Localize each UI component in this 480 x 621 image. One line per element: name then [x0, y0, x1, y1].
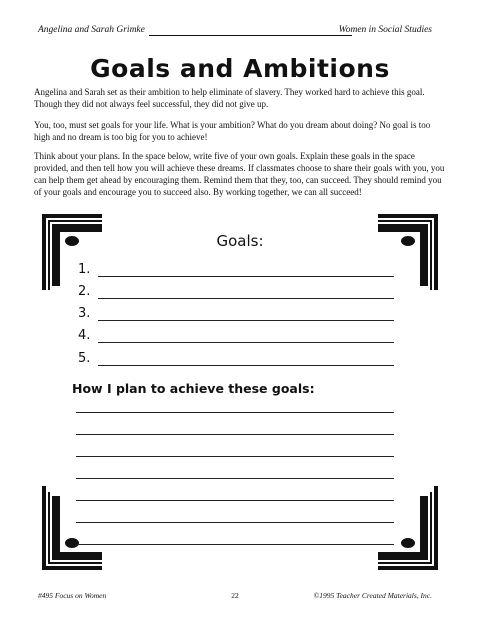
goal-line-1[interactable]: [78, 262, 394, 280]
goal-number: 2.: [78, 284, 91, 299]
ambition-paragraph: You, too, must set goals for your life. What is your ambition? What do you dream about doing? No goal is too high and no dream is too big for you to achieve!: [34, 120, 431, 142]
page-title: Goals and Ambitions: [90, 54, 390, 83]
intro-paragraph: Angelina and Sarah set as their ambition to help eliminate of slavery. They worked hard to achieve this goal. Though they did not always feel successful, they did not give up.: [34, 87, 425, 109]
page-header: [38, 25, 432, 39]
header-rule: [149, 35, 352, 36]
frame-corner-bottom-left: [42, 486, 102, 570]
plan-line-3[interactable]: [76, 456, 394, 457]
plan-line-4[interactable]: [76, 478, 394, 479]
plan-line-6[interactable]: [76, 522, 394, 523]
header-right-text: Women in Social Studies: [338, 25, 432, 35]
goal-line-4[interactable]: [78, 328, 394, 346]
goal-number: 3.: [78, 306, 91, 321]
goal-line-2[interactable]: [78, 284, 394, 302]
header-left-text: Angelina and Sarah Grimke: [38, 25, 145, 35]
footer-left-text: #495 Focus on Women: [38, 591, 107, 600]
plan-line-5[interactable]: [76, 500, 394, 501]
page-footer: [38, 591, 432, 603]
goal-number: 4.: [78, 328, 91, 343]
goal-line-5[interactable]: [78, 351, 394, 369]
plan-line-1[interactable]: [76, 412, 394, 413]
goal-number: 5.: [78, 351, 91, 366]
goals-heading: Goals:: [216, 232, 264, 250]
plan-heading: How I plan to achieve these goals:: [72, 381, 315, 396]
plan-line-2[interactable]: [76, 434, 394, 435]
goal-line-3[interactable]: [78, 306, 394, 324]
frame-corner-bottom-right: [378, 486, 438, 570]
instructions-paragraph: Think about your plans. In the space below, write five of your own goals. Explain these goals in the space provided, and then tell how you will achieve these dreams. If classmates choose to share their goals with you, you can help them get ahead by encouraging them. Remind them that they, too, can succeed. They should remind you of your goals and encourage you to succeed also. By working together, we can all succeed!: [34, 151, 445, 197]
page-number: 22: [231, 591, 239, 600]
plan-line-7[interactable]: [76, 544, 394, 545]
goal-number: 1.: [78, 262, 91, 277]
footer-right-text: ©1995 Teacher Created Materials, Inc.: [313, 591, 432, 600]
